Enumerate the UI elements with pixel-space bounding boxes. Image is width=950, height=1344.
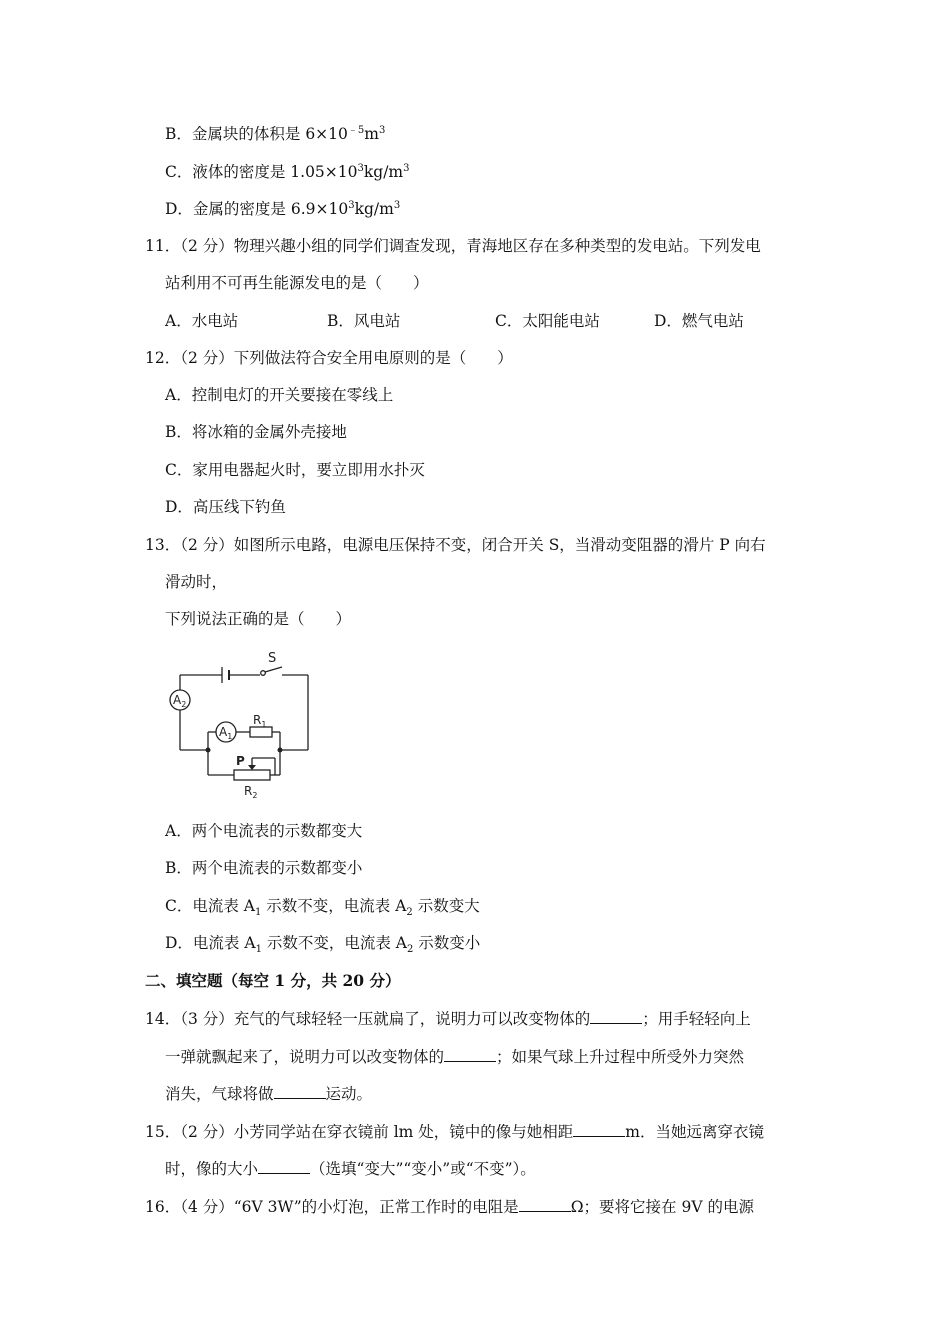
- q10-option-d-text: D．金属的密度是 6.9×10: [165, 200, 349, 218]
- q15-line1: [145, 1121, 764, 1142]
- resistor-r2: [234, 770, 270, 780]
- q12-option-c: C．家用电器起火时，要立即用水扑灭: [165, 461, 425, 479]
- q16-line1: [145, 1196, 754, 1217]
- q15-blank-2: [258, 1158, 310, 1174]
- q11-option-c: C．太阳能电站: [495, 312, 600, 330]
- junction-right: [278, 748, 283, 753]
- q16-line1-text-a: 16．（4 分）“6V 3W”的小灯泡，正常工作时的电阻是: [145, 1198, 519, 1216]
- q16-line1-text-b: Ω；要将它接在 9V 的电源: [570, 1198, 754, 1216]
- q14-blank-2: [444, 1046, 496, 1062]
- q15-line2-text-b: （选填“变大”“变小”或“不变”）。: [310, 1160, 536, 1178]
- q15-line2: [165, 1158, 536, 1179]
- q13-option-d-sub2: 2: [407, 944, 414, 956]
- q14-line2: [165, 1046, 744, 1067]
- q13-option-d-part3: 示数变小: [413, 934, 481, 952]
- q13-option-d-sub1: 1: [255, 944, 262, 956]
- q15-line2-text-a: 时，像的大小: [165, 1160, 259, 1178]
- label-r2: $R_2$: [244, 784, 258, 800]
- q13-stem-line2: 滑动时，: [165, 573, 228, 591]
- q16-blank-1: [519, 1196, 571, 1212]
- q13-option-c: [165, 896, 480, 919]
- q14-line1: [145, 1008, 751, 1029]
- q10-option-d-unit-exp: 3: [393, 199, 401, 211]
- q13-option-c-part2: 示数不变，电流表 A: [261, 897, 407, 915]
- q10-option-b-unit-exp: 3: [378, 124, 386, 136]
- q10-option-c: [165, 162, 410, 182]
- q11-stem-line2: 站利用不可再生能源发电的是（ ）: [165, 274, 429, 292]
- q15-blank-1: [573, 1121, 625, 1137]
- q12-option-b: B．将冰箱的金属外壳接地: [165, 423, 347, 441]
- q14-line2-text-a: 一弹就飘起来了，说明力可以改变物体的: [165, 1048, 445, 1066]
- q10-option-b: [165, 124, 385, 144]
- q10-option-c-exp: 3: [357, 162, 364, 174]
- label-p: P: [236, 754, 245, 768]
- q14-blank-1: [590, 1008, 642, 1024]
- circuit-diagram: [150, 640, 330, 800]
- q13-option-c-part3: 示数变大: [412, 897, 480, 915]
- q13-option-c-part1: C．电流表 A: [165, 897, 255, 915]
- q11-option-a: A．水电站: [165, 312, 239, 330]
- section-2-title: 二、填空题（每空 1 分，共 20 分）: [145, 971, 401, 990]
- q14-line1-text-b: ；用手轻轻向上: [642, 1010, 751, 1028]
- q14-line1-text-a: 14．（3 分）充气的气球轻轻一压就扁了，说明力可以改变物体的: [145, 1010, 591, 1028]
- q10-option-c-unit: kg/m: [363, 163, 404, 181]
- q10-option-b-unit: m: [364, 125, 379, 143]
- q11-option-d: D．燃气电站: [654, 312, 744, 330]
- q10-option-d-exp: 3: [348, 199, 355, 211]
- label-a1: $A_1$: [219, 725, 233, 741]
- q13-option-d-part2: 示数不变，电流表 A: [261, 934, 407, 952]
- q12-option-d: D．高压线下钓鱼: [165, 498, 286, 516]
- q10-option-b-text: B．金属块的体积是 6×10: [165, 125, 348, 143]
- label-r1: $R_1$: [253, 713, 267, 729]
- q14-line3-text-a: 消失，气球将做: [165, 1085, 274, 1103]
- q12-stem: 12．（2 分）下列做法符合安全用电原则的是（ ）: [145, 349, 513, 367]
- q13-option-d: [165, 933, 481, 956]
- q13-stem-line3: 下列说法正确的是（ ）: [165, 610, 352, 628]
- q14-line3: [165, 1083, 372, 1104]
- q13-option-b: B．两个电流表的示数都变小: [165, 859, 363, 877]
- q13-option-c-sub2: 2: [406, 907, 413, 919]
- label-s: S: [268, 651, 277, 666]
- switch-blade: [265, 667, 282, 672]
- q12-option-a: A．控制电灯的开关要接在零线上: [165, 386, 394, 404]
- q14-blank-3: [274, 1083, 326, 1099]
- q15-line1-text-b: m．当她远离穿衣镜: [625, 1123, 764, 1141]
- q10-option-d-unit: kg/m: [354, 200, 394, 218]
- q13-option-d-part1: D．电流表 A: [165, 934, 256, 952]
- q10-option-c-text: C．液体的密度是 1.05×10: [165, 163, 358, 181]
- label-a2: $A_2$: [173, 693, 187, 709]
- q13-option-c-sub1: 1: [254, 907, 262, 919]
- slider-p-arrow: [248, 765, 256, 770]
- q11-stem-line1: 11．（2 分）物理兴趣小组的同学们调查发现，青海地区存在多种类型的发电站。下列发电: [145, 237, 761, 255]
- switch-pivot: [261, 671, 266, 676]
- q15-line1-text-a: 15．（2 分）小芳同学站在穿衣镜前 lm 处，镜中的像与她相距: [145, 1123, 574, 1141]
- q14-line2-text-b: ；如果气球上升过程中所受外力突然: [496, 1048, 745, 1066]
- q10-option-d: [165, 199, 400, 219]
- q10-option-c-unit-exp: 3: [403, 162, 410, 174]
- junction-left: [206, 748, 211, 753]
- q10-option-b-exp: ﹣5: [347, 124, 365, 136]
- q11-option-b: B．风电站: [327, 312, 401, 330]
- q14-line3-text-b: 运动。: [325, 1085, 373, 1103]
- q13-stem-line1: 13．（2 分）如图所示电路，电源电压保持不变，闭合开关 S，当滑动变阻器的滑片 P 向右: [145, 536, 766, 554]
- q13-option-a: A．两个电流表的示数都变大: [165, 822, 363, 840]
